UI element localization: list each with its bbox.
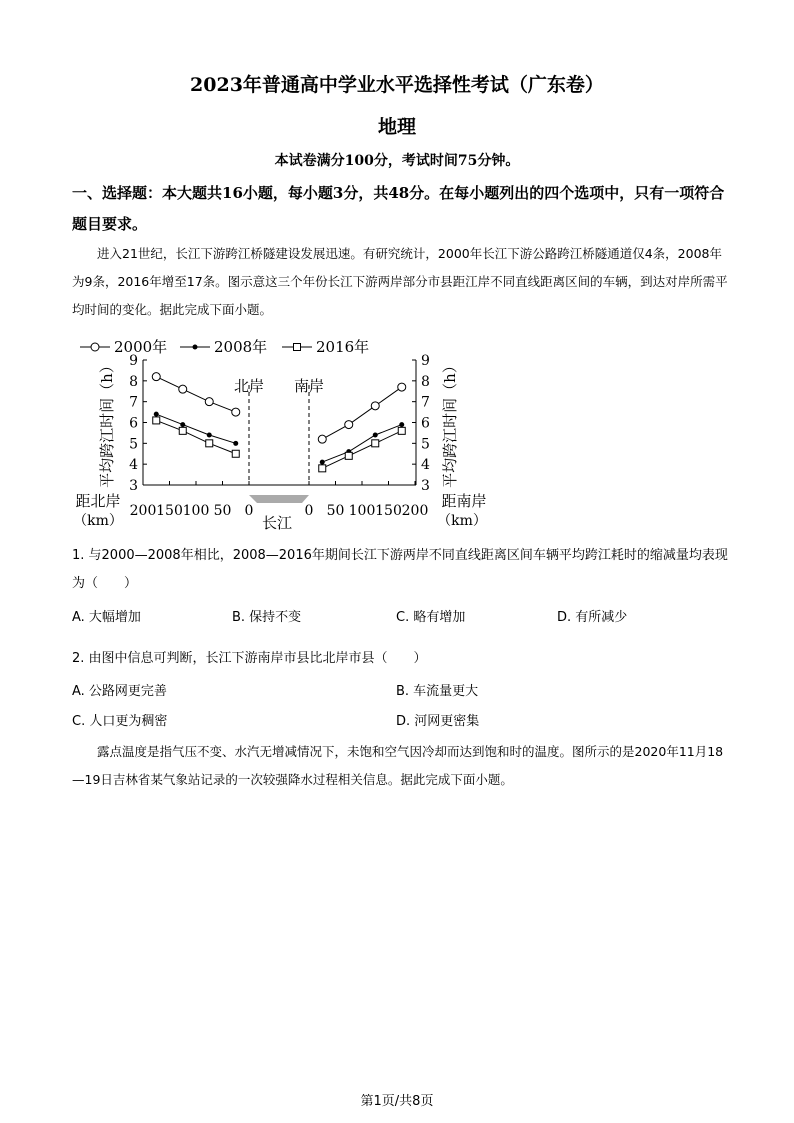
q2-option-d[interactable]: D. 河网更密集 [396,714,480,729]
legend-marker [294,344,301,351]
legend-item-1 [80,338,167,356]
north-bank-label: 北岸 [233,377,265,395]
series-line-south [322,425,402,463]
south-x-tick-label: 100 [348,503,376,519]
data-point [320,460,325,465]
series-line-south [322,387,402,439]
river-shape [249,495,309,503]
data-point [399,422,404,427]
data-point [345,452,352,459]
data-point [398,427,405,434]
legend-label: 2016年 [316,338,370,356]
north-distance-unit: （km） [73,513,123,529]
cross-river-time-chart [72,335,492,535]
section-heading: 一、选择题：本大题共16小题，每小题3分，共48分。在每小题列出的四个选项中，只有一项符合题目要求。 [72,184,725,233]
north-x-tick-label: 200 [129,503,157,519]
data-point [152,373,160,381]
chart-axes [129,353,430,519]
legend-item-2 [180,338,267,356]
q1-option-a[interactable]: A. 大幅增加 [72,610,141,625]
right-y-tick-label: 4 [421,457,430,474]
left-y-tick-label: 7 [129,394,138,411]
legend-label: 2000年 [114,338,168,356]
south-distance-unit: （km） [437,513,487,529]
data-point [179,385,187,393]
right-y-tick-label: 6 [421,415,430,432]
q1-option-b[interactable]: B. 保持不变 [232,610,302,625]
series-line-north [156,377,236,412]
right-y-tick-label: 5 [421,436,430,453]
legend-marker [91,343,99,351]
south-bank-label: 南岸 [293,377,325,395]
data-point [398,383,406,391]
q2-option-c[interactable]: C. 人口更为稠密 [72,714,168,729]
series-2 [154,412,405,465]
chart-plot [152,373,406,472]
north-distance-label: 距北岸 [75,492,121,510]
data-point [207,433,212,438]
series-1 [152,373,406,444]
data-point [153,417,160,424]
north-x-tick-label: 150 [156,503,183,519]
exam-title: 2023年普通高中学业水平选择性考试（广东卷） [190,74,604,96]
right-y-axis-title: 平均跨江时间（h） [441,358,459,488]
passage-1: 进入21世纪，长江下游跨江桥隧建设发展迅速。有研究统计，2000年长江下游公路跨江桥隧通道仅4条，2008年为9条，2016年增至17条。图示意这三个年份长江下游两岸部分市县距江岸不同直线距离区间的车辆，到达对岸所需平均时间的变化。据此完成下面小题。 [72,246,728,317]
series-line-north [156,420,236,453]
south-x-tick-label: 150 [375,503,402,519]
q1-option-c[interactable]: C. 略有增加 [396,610,466,625]
left-y-tick-label: 9 [129,353,138,369]
exam-subject: 地理 [377,116,416,138]
left-y-tick-label: 8 [129,373,138,390]
legend-item-3 [282,338,369,356]
right-y-tick-label: 7 [421,394,430,411]
data-point [233,441,238,446]
data-point [206,440,213,447]
right-y-tick-label: 8 [421,373,430,390]
left-y-axis-title: 平均跨江时间（h） [98,358,116,488]
data-point [371,402,379,410]
south-x-tick-label: 50 [326,503,345,519]
q2-option-b[interactable]: B. 车流量更大 [396,684,479,699]
data-point [180,422,185,427]
data-point [232,450,239,457]
page-footer: 第1页/共8页 [360,1094,434,1109]
passage-2: 露点温度是指气压不变、水汽无增减情况下，未饱和空气因冷却而达到饱和时的温度。图所示的是2020年11月18—19日吉林省某气象站记录的一次较强降水过程相关信息。据此完成下面小题。 [72,744,724,787]
right-y-tick-label: 9 [421,353,430,369]
south-distance-label: 距南岸 [441,492,487,510]
data-point [232,408,240,416]
q2-option-a[interactable]: A. 公路网更完善 [72,684,167,699]
data-point [154,412,159,417]
q1-option-d[interactable]: D. 有所减少 [557,610,628,625]
score-time-note: 本试卷满分100分，考试时间75分钟。 [274,153,520,169]
data-point [205,398,213,406]
south-x-tick-label: 0 [304,503,314,519]
legend-label: 2008年 [214,338,268,356]
north-x-tick-label: 100 [182,503,210,519]
river-label: 长江 [261,514,293,532]
series-3 [153,417,406,472]
question-1-stem: 1. 与2000—2008年相比，2008—2016年期间长江下游两岸不同直线距离区间车辆平均跨江耗时的缩减量均表现为（ ） [72,548,728,591]
left-y-tick-label: 5 [129,436,138,453]
data-point [345,421,353,429]
south-x-tick-label: 200 [401,503,429,519]
series-line-north [156,414,236,443]
question-2-stem: 2. 由图中信息可判断，长江下游南岸市县比北岸市县（ ） [72,651,427,666]
data-point [179,427,186,434]
left-y-tick-label: 6 [129,415,138,432]
north-x-tick-label: 0 [244,503,254,519]
data-point [372,440,379,447]
left-y-tick-label: 3 [129,478,138,494]
legend-marker [193,345,198,350]
right-y-tick-label: 3 [421,478,430,494]
left-y-tick-label: 4 [129,457,138,474]
north-x-tick-label: 50 [213,503,232,519]
series-line-south [322,431,402,468]
data-point [373,433,378,438]
data-point [318,435,326,443]
data-point [319,465,326,472]
chart-legend [80,338,369,356]
